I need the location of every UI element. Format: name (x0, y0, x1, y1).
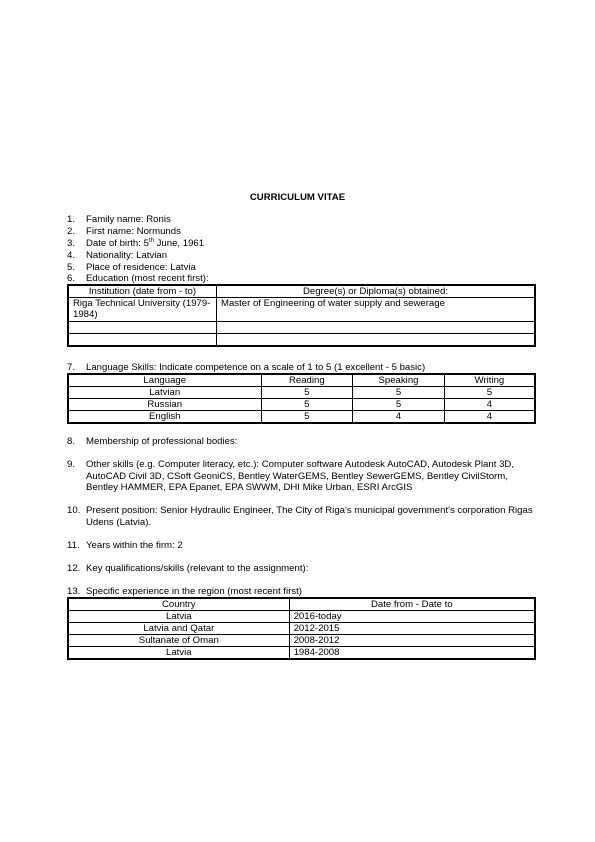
education-cell: Master of Engineering of water supply and sewerage (216, 298, 535, 322)
table-row (68, 647, 535, 660)
experience-cell: 2008-2012 (289, 635, 535, 647)
education-cell: Riga Technical University (1979-1984) (68, 298, 216, 322)
table-row (68, 322, 535, 334)
item-key-qualifications: 12. Key qualifications/skills (relevant to the assignment): (67, 563, 309, 574)
education-cell (68, 322, 216, 334)
language-cell: 5 (353, 387, 445, 399)
language-cell: English (68, 411, 261, 424)
education-cell (216, 322, 535, 334)
language-table (67, 373, 536, 424)
experience-cell: Latvia (68, 611, 289, 623)
item-family-name: 1. Family name: Ronis (67, 214, 171, 225)
item-membership: 8. Membership of professional bodies: (67, 436, 238, 447)
item-language-skills: 7. Language Skills: Indicate competence on a scale of 1 to 5 (1 excellent - 5 basic) (67, 362, 426, 373)
education-header-degree: Degree(s) or Diploma(s) obtained: (216, 285, 535, 298)
education-cell (68, 334, 216, 346)
language-cell: 5 (261, 387, 353, 399)
language-cell: 4 (444, 399, 535, 411)
table-row (68, 298, 535, 322)
language-cell: 5 (444, 387, 535, 399)
education-header-institution: Institution (date from - to) (68, 285, 216, 298)
item-present-position: 10. Present position: Senior Hydraulic Engineer, The City of Riga's municipal government's corporation Rigas Udens (Latvia). (67, 505, 533, 528)
experience-cell: 2016-today (289, 611, 535, 623)
language-header-speaking: Speaking (353, 374, 445, 387)
table-row (68, 334, 535, 346)
table-row (68, 611, 535, 623)
education-table (67, 284, 536, 347)
experience-cell: Latvia and Qatar (68, 623, 289, 635)
item-other-skills: 9. Other skills (e.g. Computer literacy, etc.): Computer software Autodesk AutoCAD, Autodesk Plant 3D, AutoCAD Civil 3D, CSoft GeoniCS, Bentley WaterGEMS, Bentley SewerGEMS, Bentley CivilStorm, Bentley HAMMER, EPA Epanet, EPA SWWM, DHI Mike Urban, ESRI ArcGIS (67, 459, 514, 493)
language-cell: 4 (353, 411, 445, 424)
experience-cell: 2012-2015 (289, 623, 535, 635)
experience-cell: 1984-2008 (289, 647, 535, 660)
document-title: CURRICULUM VITAE (249, 192, 346, 203)
item-nationality: 4. Nationality: Latvian (67, 250, 168, 261)
table-row (68, 623, 535, 635)
table-row (68, 387, 535, 399)
experience-cell: Sultanate of Oman (68, 635, 289, 647)
language-cell: 4 (444, 411, 535, 424)
experience-header-dates: Date from - Date to (289, 598, 535, 611)
table-row (68, 399, 535, 411)
table-row (68, 635, 535, 647)
language-cell: Latvian (68, 387, 261, 399)
language-cell: Russian (68, 399, 261, 411)
table-row (68, 411, 535, 424)
experience-cell: Latvia (68, 647, 289, 660)
language-cell: 5 (353, 399, 445, 411)
language-header-writing: Writing (444, 374, 535, 387)
item-residence: 5. Place of residence: Latvia (67, 262, 196, 273)
language-header-reading: Reading (261, 374, 353, 387)
item-education: 6. Education (most recent first): (67, 273, 209, 284)
education-cell (216, 334, 535, 346)
language-header-language: Language (68, 374, 261, 387)
experience-header-country: Country (68, 598, 289, 611)
language-cell: 5 (261, 411, 353, 424)
item-first-name: 2. First name: Normunds (67, 226, 181, 237)
item-years-within-firm: 11. Years within the firm: 2 (67, 540, 183, 551)
item-date-of-birth: 3. Date of birth: 5th June, 1961 (67, 237, 205, 249)
experience-table (67, 597, 536, 660)
language-cell: 5 (261, 399, 353, 411)
item-specific-experience: 13. Specific experience in the region (most recent first) (67, 586, 302, 597)
